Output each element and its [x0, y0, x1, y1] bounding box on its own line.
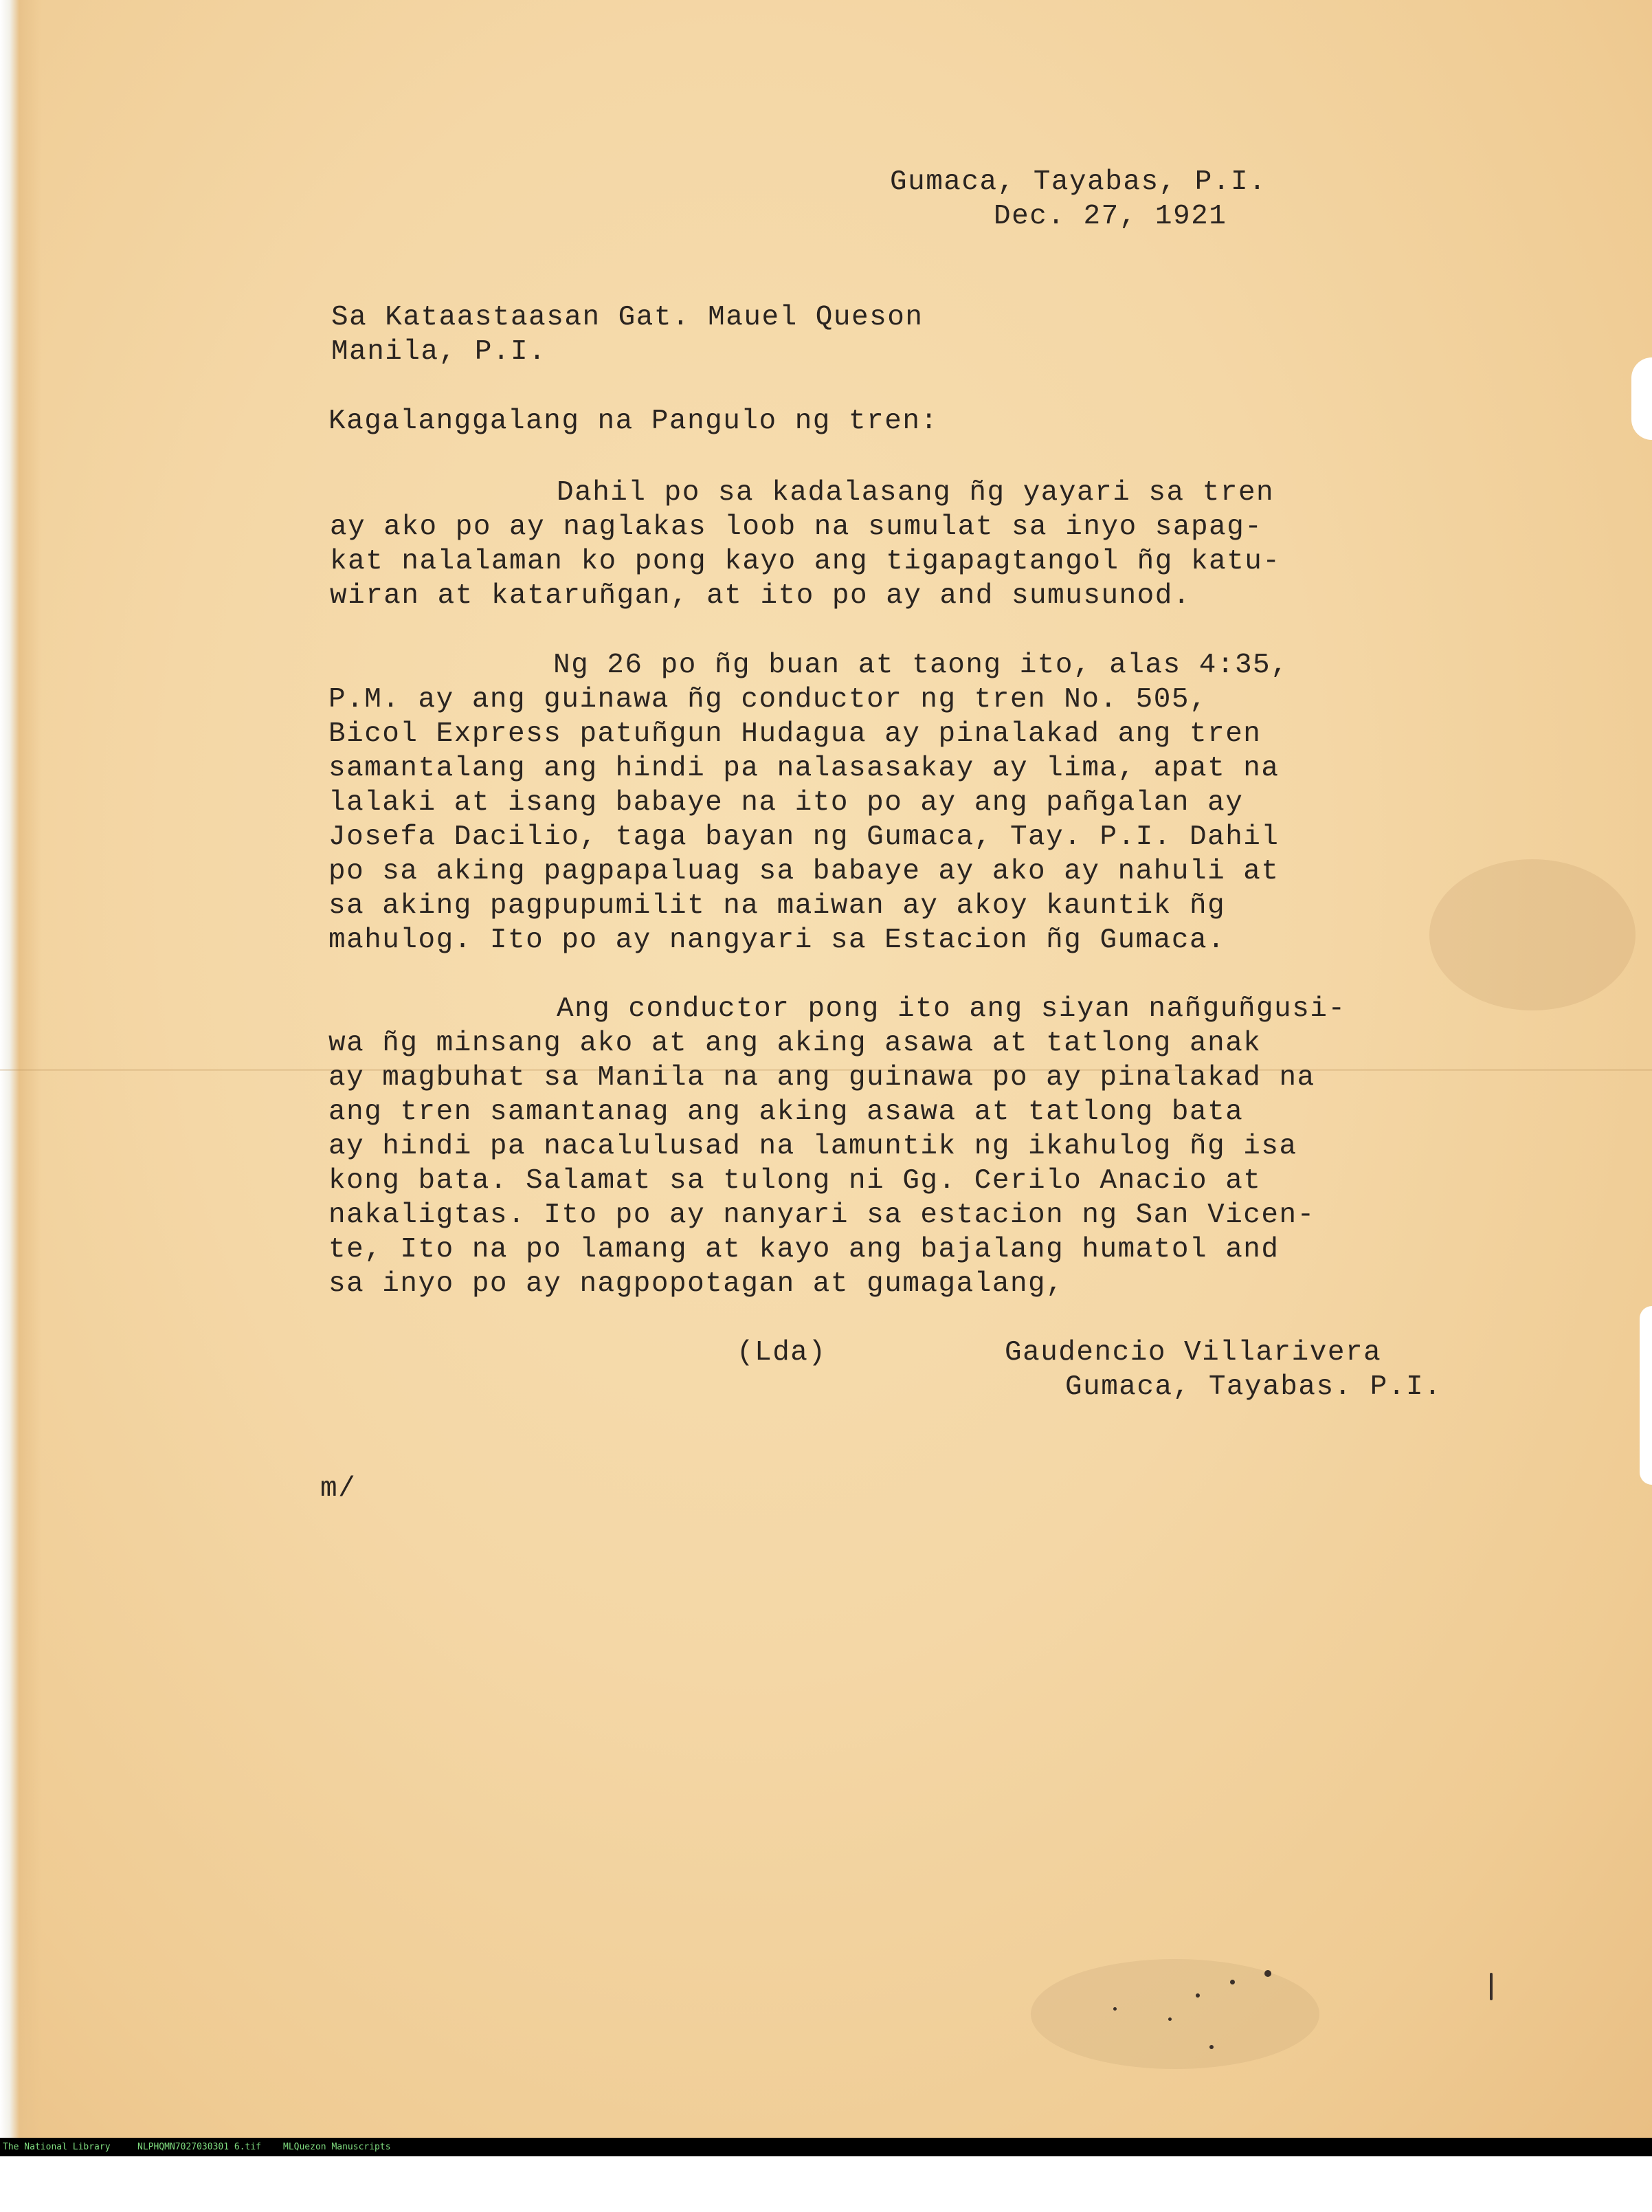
ink-speck: [1168, 2017, 1172, 2021]
paragraph-line: Ang conductor pong ito ang siyan nañguñgusi-: [557, 993, 1346, 1025]
signed-mark: (Lda): [737, 1337, 827, 1369]
footer-file-name: NLPHQMN7027030301 6.tif: [137, 2142, 262, 2152]
paragraph-line: Josefa Dacilio, taga bayan ng Gumaca, Tay. P.I. Dahil: [328, 821, 1280, 853]
paragraph-line: kat nalalaman ko pong kayo ang tigapagtangol ñg katu-: [330, 546, 1281, 577]
ink-speck: [1209, 2045, 1214, 2049]
paper-stain: [1429, 859, 1636, 1010]
ink-speck: [1264, 1970, 1271, 1977]
paragraph-line: te, Ito na po lamang at kayo ang bajalang humatol and: [328, 1234, 1280, 1265]
signer-name: Gaudencio Villarivera: [1005, 1337, 1382, 1369]
typist-initials: m/: [320, 1473, 357, 1505]
ink-speck: [1230, 1980, 1235, 1984]
paragraph-line: po sa aking pagpapaluag sa babaye ay ako ay nahuli at: [328, 856, 1280, 887]
archive-footer-bar: [0, 2138, 1652, 2156]
ink-speck: [1113, 2007, 1117, 2011]
paragraph-line: kong bata. Salamat sa tulong ni Gg. Cerilo Anacio at: [328, 1165, 1262, 1197]
paragraph-line: ang tren samantanag ang aking asawa at tatlong bata: [328, 1096, 1244, 1128]
paragraph-line: mahulog. Ito po ay nangyari sa Estacion ñg Gumaca.: [328, 925, 1226, 956]
paragraph-line: wiran at kataruñgan, at ito po ay and sumusunod.: [330, 580, 1191, 612]
paragraph-line: P.M. ay ang guinawa ñg conductor ng tren No. 505,: [328, 684, 1208, 716]
recipient-line: Manila, P.I.: [331, 336, 547, 368]
paragraph-line: sa inyo po ay nagpopotagan at gumagalang,: [328, 1268, 1064, 1300]
paragraph-line: samantalang ang hindi pa nalasasakay ay lima, apat na: [328, 753, 1280, 784]
ink-speck: [1196, 1993, 1200, 1998]
paragraph-line: Ng 26 po ñg buan at taong ito, alas 4:35,: [553, 650, 1289, 681]
signer-place: Gumaca, Tayabas. P.I.: [1065, 1371, 1442, 1403]
paragraph-line: ay magbuhat sa Manila na ang guinawa po ay pinalakad na: [328, 1062, 1315, 1094]
place-line: Gumaca, Tayabas, P.I.: [890, 166, 1267, 198]
torn-right-edge-notch: [1631, 357, 1652, 440]
paragraph-line: Bicol Express patuñgun Hudagua ay pinalakad ang tren: [328, 718, 1262, 750]
date-line: Dec. 27, 1921: [994, 201, 1227, 232]
paragraph-line: nakaligtas. Ito po ay nanyari sa estacion ng San Vicen-: [328, 1199, 1315, 1231]
paper-stain: [1031, 1959, 1319, 2069]
paragraph-line: ay hindi pa nacalulusad na lamuntik ng ikahulog ñg isa: [328, 1131, 1297, 1162]
salutation: Kagalanggalang na Pangulo ng tren:: [328, 406, 939, 437]
paragraph-line: sa aking pagpupumilit na maiwan ay akoy kauntik ñg: [328, 890, 1226, 922]
footer-collection: MLQuezon Manuscripts: [283, 2142, 391, 2152]
ink-speck: [1490, 1973, 1493, 2000]
paragraph-line: wa ñg minsang ako at ang aking asawa at tatlong anak: [328, 1028, 1262, 1059]
paragraph-line: ay ako po ay naglakas loob na sumulat sa inyo sapag-: [330, 511, 1263, 543]
recipient-line: Sa Kataastaasan Gat. Mauel Queson: [331, 302, 924, 333]
torn-right-edge-notch: [1640, 1306, 1652, 1485]
paragraph-line: lalaki at isang babaye na ito po ay ang pañgalan ay: [328, 787, 1244, 819]
footer-library: The National Library: [3, 2142, 111, 2152]
paragraph-line: Dahil po sa kadalasang ñg yayari sa tren: [557, 477, 1275, 509]
